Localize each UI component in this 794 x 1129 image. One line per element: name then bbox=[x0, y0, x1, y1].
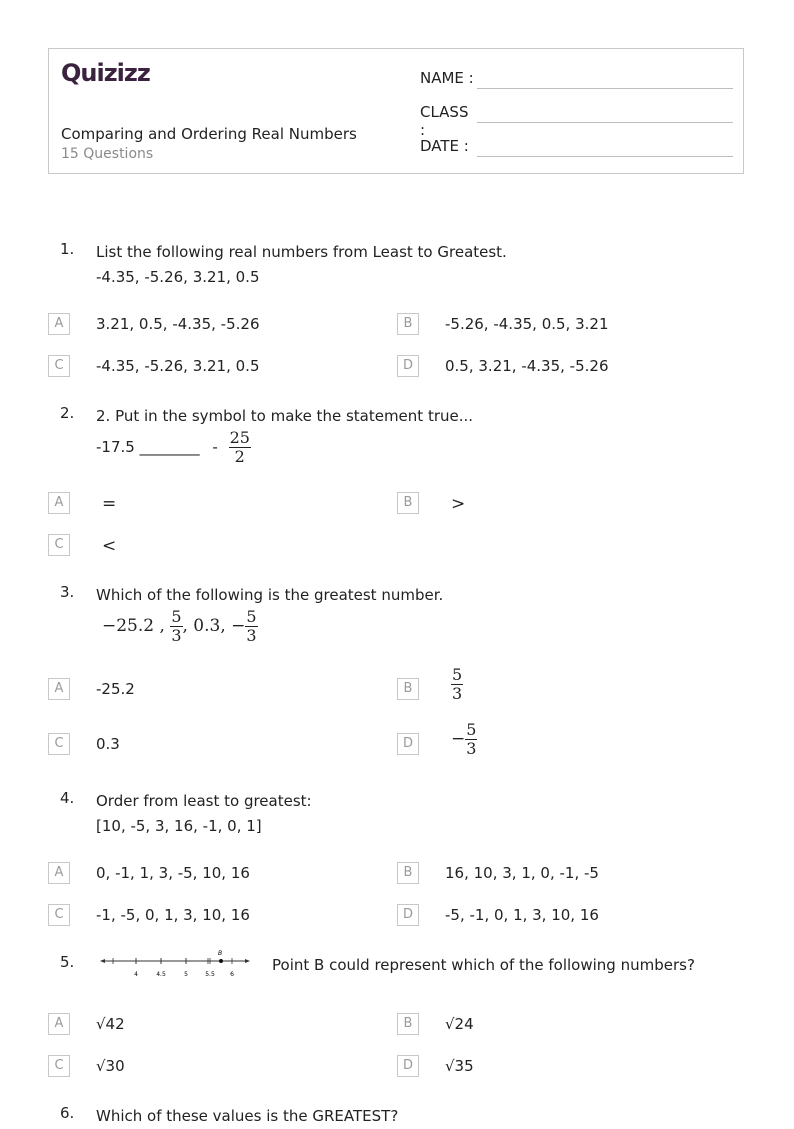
option-letter: C bbox=[48, 1055, 70, 1077]
point-b-dot bbox=[219, 959, 223, 963]
option-letter: A bbox=[48, 313, 70, 335]
option-letter: D bbox=[397, 1055, 419, 1077]
option-letter: C bbox=[48, 904, 70, 926]
question-text: Which of the following is the greatest number. −25.2 , $\frac{5}{3}$ , 0.3, − $\frac{5}{3}$ bbox=[96, 586, 444, 645]
number-line-tick-label: 5 bbox=[184, 971, 188, 978]
option-letter: C bbox=[48, 355, 70, 377]
name-field[interactable] bbox=[420, 69, 733, 91]
option-letter: A bbox=[48, 678, 70, 700]
number-line-tick-label: 6 bbox=[230, 971, 234, 978]
option-letter: B bbox=[397, 678, 419, 700]
option-letter: B bbox=[397, 1013, 419, 1035]
name-label: NAME : bbox=[420, 69, 474, 87]
number-line-tick-label: 4.5 bbox=[156, 971, 166, 978]
question-number: 5. bbox=[60, 953, 75, 971]
worksheet-title: Comparing and Ordering Real Numbers bbox=[61, 125, 357, 143]
option-letter: A bbox=[48, 1013, 70, 1035]
question-text: Which of these values is the GREATEST? bbox=[96, 1107, 399, 1125]
class-label: CLASS : bbox=[420, 103, 469, 139]
question-number: 2. bbox=[60, 404, 75, 422]
option-letter: A bbox=[48, 862, 70, 884]
date-field[interactable] bbox=[420, 137, 733, 159]
question-number: 1. bbox=[60, 240, 75, 258]
class-field[interactable] bbox=[420, 103, 733, 139]
option-letter: B bbox=[397, 492, 419, 514]
date-label: DATE : bbox=[420, 137, 469, 155]
question-number: 6. bbox=[60, 1104, 75, 1122]
question-text: Order from least to greatest: [10, -5, 3, 16, -1, 0, 1] bbox=[96, 792, 312, 835]
option-letter: C bbox=[48, 733, 70, 755]
option-letter: C bbox=[48, 534, 70, 556]
point-b-label: B bbox=[218, 950, 223, 957]
number-line-tick-label: 4 bbox=[134, 971, 138, 978]
number-line-tick-label: 5.5 bbox=[205, 971, 215, 978]
option-letter: D bbox=[397, 904, 419, 926]
number-line-image bbox=[100, 947, 250, 981]
question-text: Point B could represent which of the following numbers? bbox=[272, 956, 695, 974]
question-number: 3. bbox=[60, 583, 75, 601]
question-count: 15 Questions bbox=[61, 146, 154, 162]
option-letter: B bbox=[397, 313, 419, 335]
option-letter: A bbox=[48, 492, 70, 514]
option-letter: B bbox=[397, 862, 419, 884]
worksheet-header bbox=[48, 48, 744, 174]
quizizz-logo: Quizizz bbox=[61, 59, 150, 87]
question-number: 4. bbox=[60, 789, 75, 807]
question-text: List the following real numbers from Least to Greatest. -4.35, -5.26, 3.21, 0.5 bbox=[96, 243, 507, 286]
option-letter: D bbox=[397, 733, 419, 755]
question-text: 2. Put in the symbol to make the statement true... -17.5 ________ - $\frac{25}{2}$ bbox=[96, 407, 474, 466]
option-letter: D bbox=[397, 355, 419, 377]
